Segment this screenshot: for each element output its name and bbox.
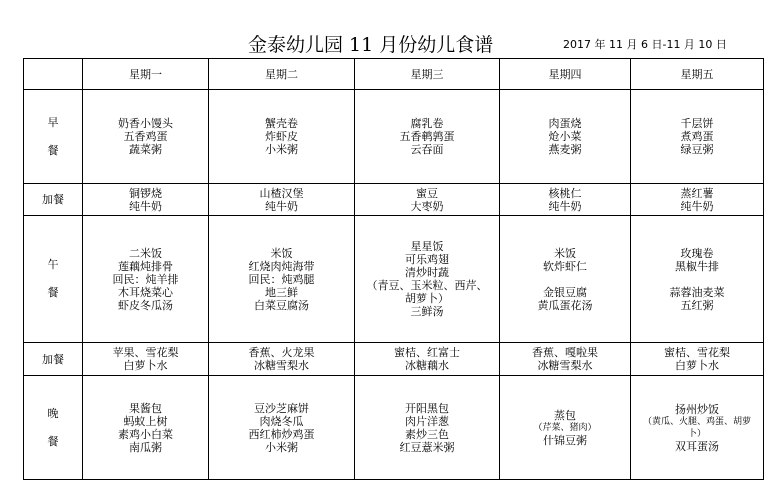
meal-label: 午 餐 [24,216,83,343]
menu-cell: 香蕉、火龙果 冰糖雪梨水 [209,343,355,376]
menu-cell: 肉蛋烧 炝小菜 燕麦粥 [500,90,631,184]
menu-table [23,58,764,480]
meal-row-dinner [24,376,764,480]
menu-cell: 腐乳卷 五香鹌鹑蛋 云吞面 [355,90,500,184]
menu-cell: 果酱包 蚂蚁上树 素鸡小白菜 南瓜粥 [83,376,209,480]
menu-cell: 豆沙芝麻饼 肉烧冬瓜 西红柿炒鸡蛋 小米粥 [209,376,355,480]
day-header: 星期五 [631,59,764,90]
meal-row-lunch [24,216,764,343]
page-title: 金泰幼儿园 11 月份幼儿食谱 [248,34,494,56]
date-range: 2017 年 11 月 6 日-11 月 10 日 [563,38,727,51]
menu-cell: 蟹壳卷 炸虾皮 小米粥 [209,90,355,184]
menu-cell: 蜜豆 大枣奶 [355,184,500,216]
menu-cell: 扬州炒饭 （黄瓜、火腿、鸡蛋、胡萝 卜） 双耳蛋汤 [631,376,764,480]
meal-row-breakfast [24,90,764,184]
meal-label: 早 餐 [24,90,83,184]
menu-cell: 蒸红薯 纯牛奶 [631,184,764,216]
menu-cell: 米饭 软炸虾仁 金银豆腐 黄瓜蛋花汤 [500,216,631,343]
menu-cell: 山楂汉堡 纯牛奶 [209,184,355,216]
menu-cell: 核桃仁 纯牛奶 [500,184,631,216]
menu-cell: 蜜桔、红富士 冰糖藕水 [355,343,500,376]
menu-cell: 米饭 红烧肉炖海带 回民：炖鸡腿 地三鲜 白菜豆腐汤 [209,216,355,343]
day-header: 星期二 [209,59,355,90]
menu-cell: 二米饭 莲藕炖排骨 回民：炖羊排 木耳烧菜心 虾皮冬瓜汤 [83,216,209,343]
meal-row-snack-pm [24,343,764,376]
menu-cell: 苹果、雪花梨 白萝卜水 [83,343,209,376]
menu-cell: 蜜桔、雪花梨 白萝卜水 [631,343,764,376]
menu-cell: 星星饭 可乐鸡翅 清炒时蔬 （青豆、玉米粒、西芹、 胡萝卜） 三鲜汤 [355,216,500,343]
day-header: 星期一 [83,59,209,90]
day-header: 星期三 [355,59,500,90]
meal-label: 加餐 [24,184,83,216]
day-header: 星期四 [500,59,631,90]
menu-cell: 香蕉、嘎啦果 冰糖雪梨水 [500,343,631,376]
meal-label: 加餐 [24,343,83,376]
menu-cell: 奶香小馒头 五香鸡蛋 蔬菜粥 [83,90,209,184]
header-row [24,59,764,90]
menu-cell: 蒸包 （芹菜、猪肉） 什锦豆粥 [500,376,631,480]
meal-label: 晚 餐 [24,376,83,480]
header [0,30,774,56]
menu-cell: 玫瑰卷 黑椒牛排 蒜蓉油麦菜 五红粥 [631,216,764,343]
corner-cell [24,59,83,90]
menu-cell: 铜锣烧 纯牛奶 [83,184,209,216]
meal-row-snack-am [24,184,764,216]
menu-cell: 开阳黑包 肉片洋葱 素炒三色 红豆薏米粥 [355,376,500,480]
menu-cell: 千层饼 煮鸡蛋 绿豆粥 [631,90,764,184]
